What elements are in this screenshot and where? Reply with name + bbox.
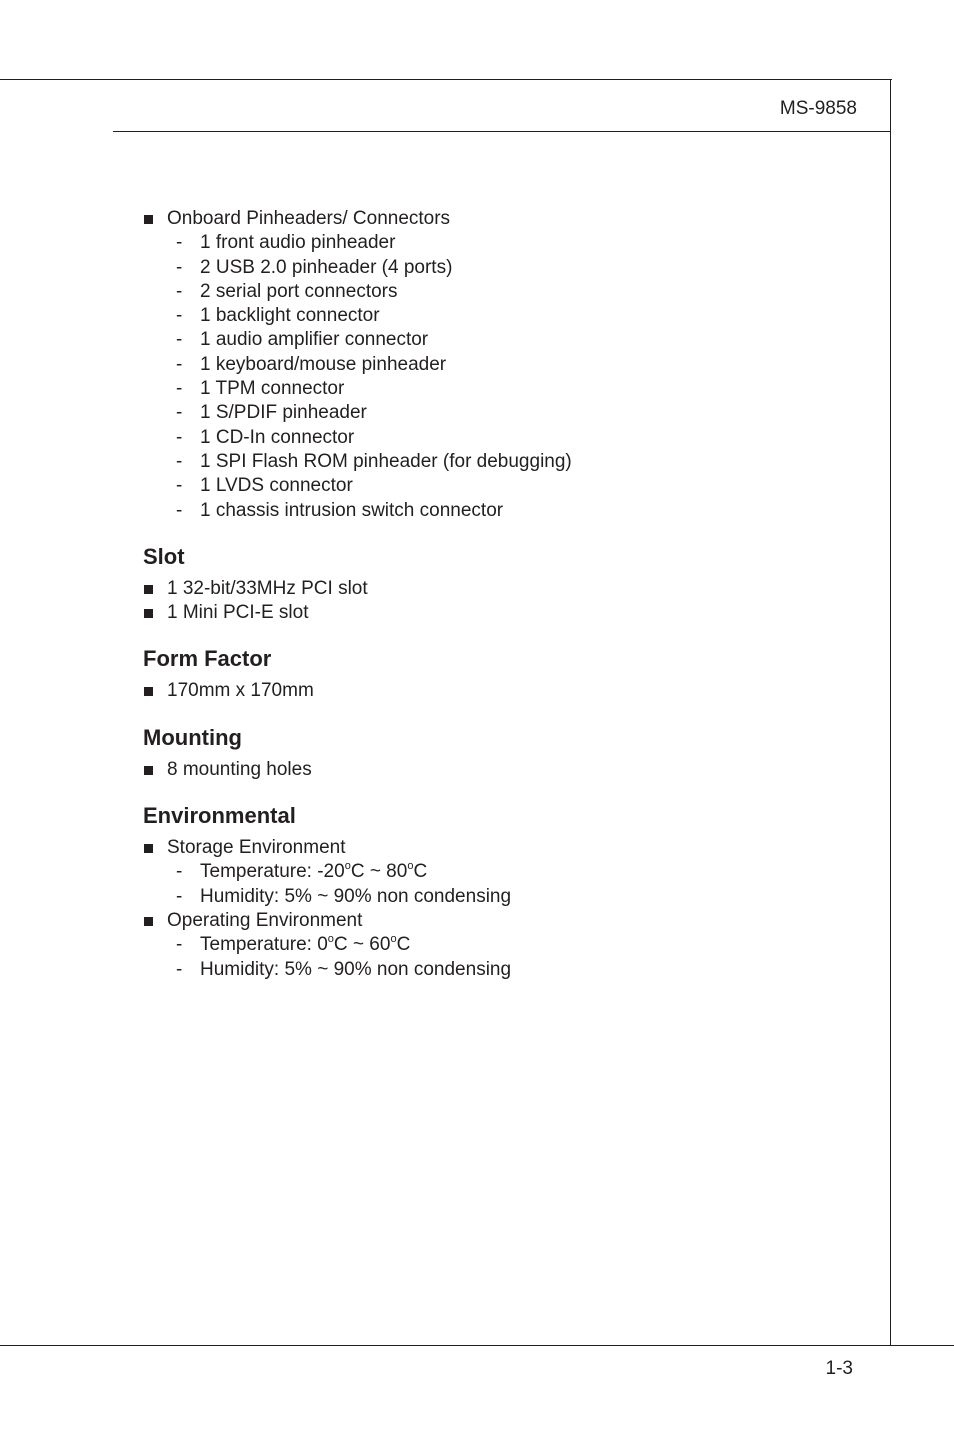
list-item: 1 32-bit/33MHz PCI slot — [143, 577, 863, 601]
sub-item: - 1 backlight connector — [176, 305, 380, 327]
sub-item-storage-temperature: - Temperature: -20$^o$C ~ 80$^o$C — [176, 860, 428, 883]
square-bullet-icon — [144, 844, 153, 853]
square-bullet-icon — [144, 687, 153, 696]
sub-item: - 1 LVDS connector — [176, 475, 353, 497]
list-item-storage-environment: Storage Environment — [143, 836, 863, 860]
sub-item: - 1 front audio pinheader — [176, 232, 396, 254]
list-item-operating-environment: Operating Environment — [143, 909, 863, 933]
list-item: 8 mounting holes — [143, 758, 863, 782]
square-bullet-icon — [144, 585, 153, 594]
page-frame-top-border — [0, 79, 892, 80]
section-heading-form-factor: Form Factor — [143, 646, 272, 672]
list-item: 1 Mini PCI-E slot — [143, 601, 863, 625]
header-rule — [113, 131, 891, 132]
sub-item: - 1 SPI Flash ROM pinheader (for debugging) — [176, 450, 572, 472]
square-bullet-icon — [144, 766, 153, 775]
sub-item: - 1 chassis intrusion switch connector — [176, 499, 504, 521]
sub-item: - 1 CD-In connector — [176, 426, 355, 448]
square-bullet-icon — [144, 609, 153, 618]
square-bullet-icon — [144, 917, 153, 926]
section-heading-mounting: Mounting — [143, 724, 242, 750]
page-frame-right-border — [890, 79, 891, 1346]
sub-item: - 1 S/PDIF pinheader — [176, 402, 367, 424]
degree-mark: o — [327, 933, 334, 946]
list-item-connectors: Onboard Pinheaders/ Connectors — [143, 207, 863, 231]
sub-item: - 2 serial port connectors — [176, 280, 398, 302]
sub-item-operating-temperature: - Temperature: 0$^o$C ~ 60$^o$C — [176, 933, 411, 956]
degree-mark: o — [390, 933, 397, 946]
page-number: 1-3 — [825, 1358, 853, 1379]
sub-item: - 1 keyboard/mouse pinheader — [176, 353, 447, 375]
sub-item-operating-humidity: - Humidity: 5% ~ 90% non condensing — [176, 958, 512, 980]
degree-mark: o — [344, 860, 351, 873]
spec-content — [143, 207, 863, 982]
degree-mark: o — [407, 860, 414, 873]
sub-item-storage-humidity: - Humidity: 5% ~ 90% non condensing — [176, 885, 512, 907]
sub-item: - 1 audio amplifier connector — [176, 329, 429, 351]
page-frame-bottom-border — [0, 1345, 954, 1346]
square-bullet-icon — [144, 215, 153, 224]
sub-item: - 1 TPM connector — [176, 378, 345, 400]
section-heading-environmental: Environmental — [143, 803, 296, 829]
list-item: 170mm x 170mm — [143, 679, 863, 703]
model-number: MS-9858 — [779, 98, 857, 119]
section-heading-slot: Slot — [143, 543, 185, 569]
sub-item: - 2 USB 2.0 pinheader (4 ports) — [176, 256, 453, 278]
